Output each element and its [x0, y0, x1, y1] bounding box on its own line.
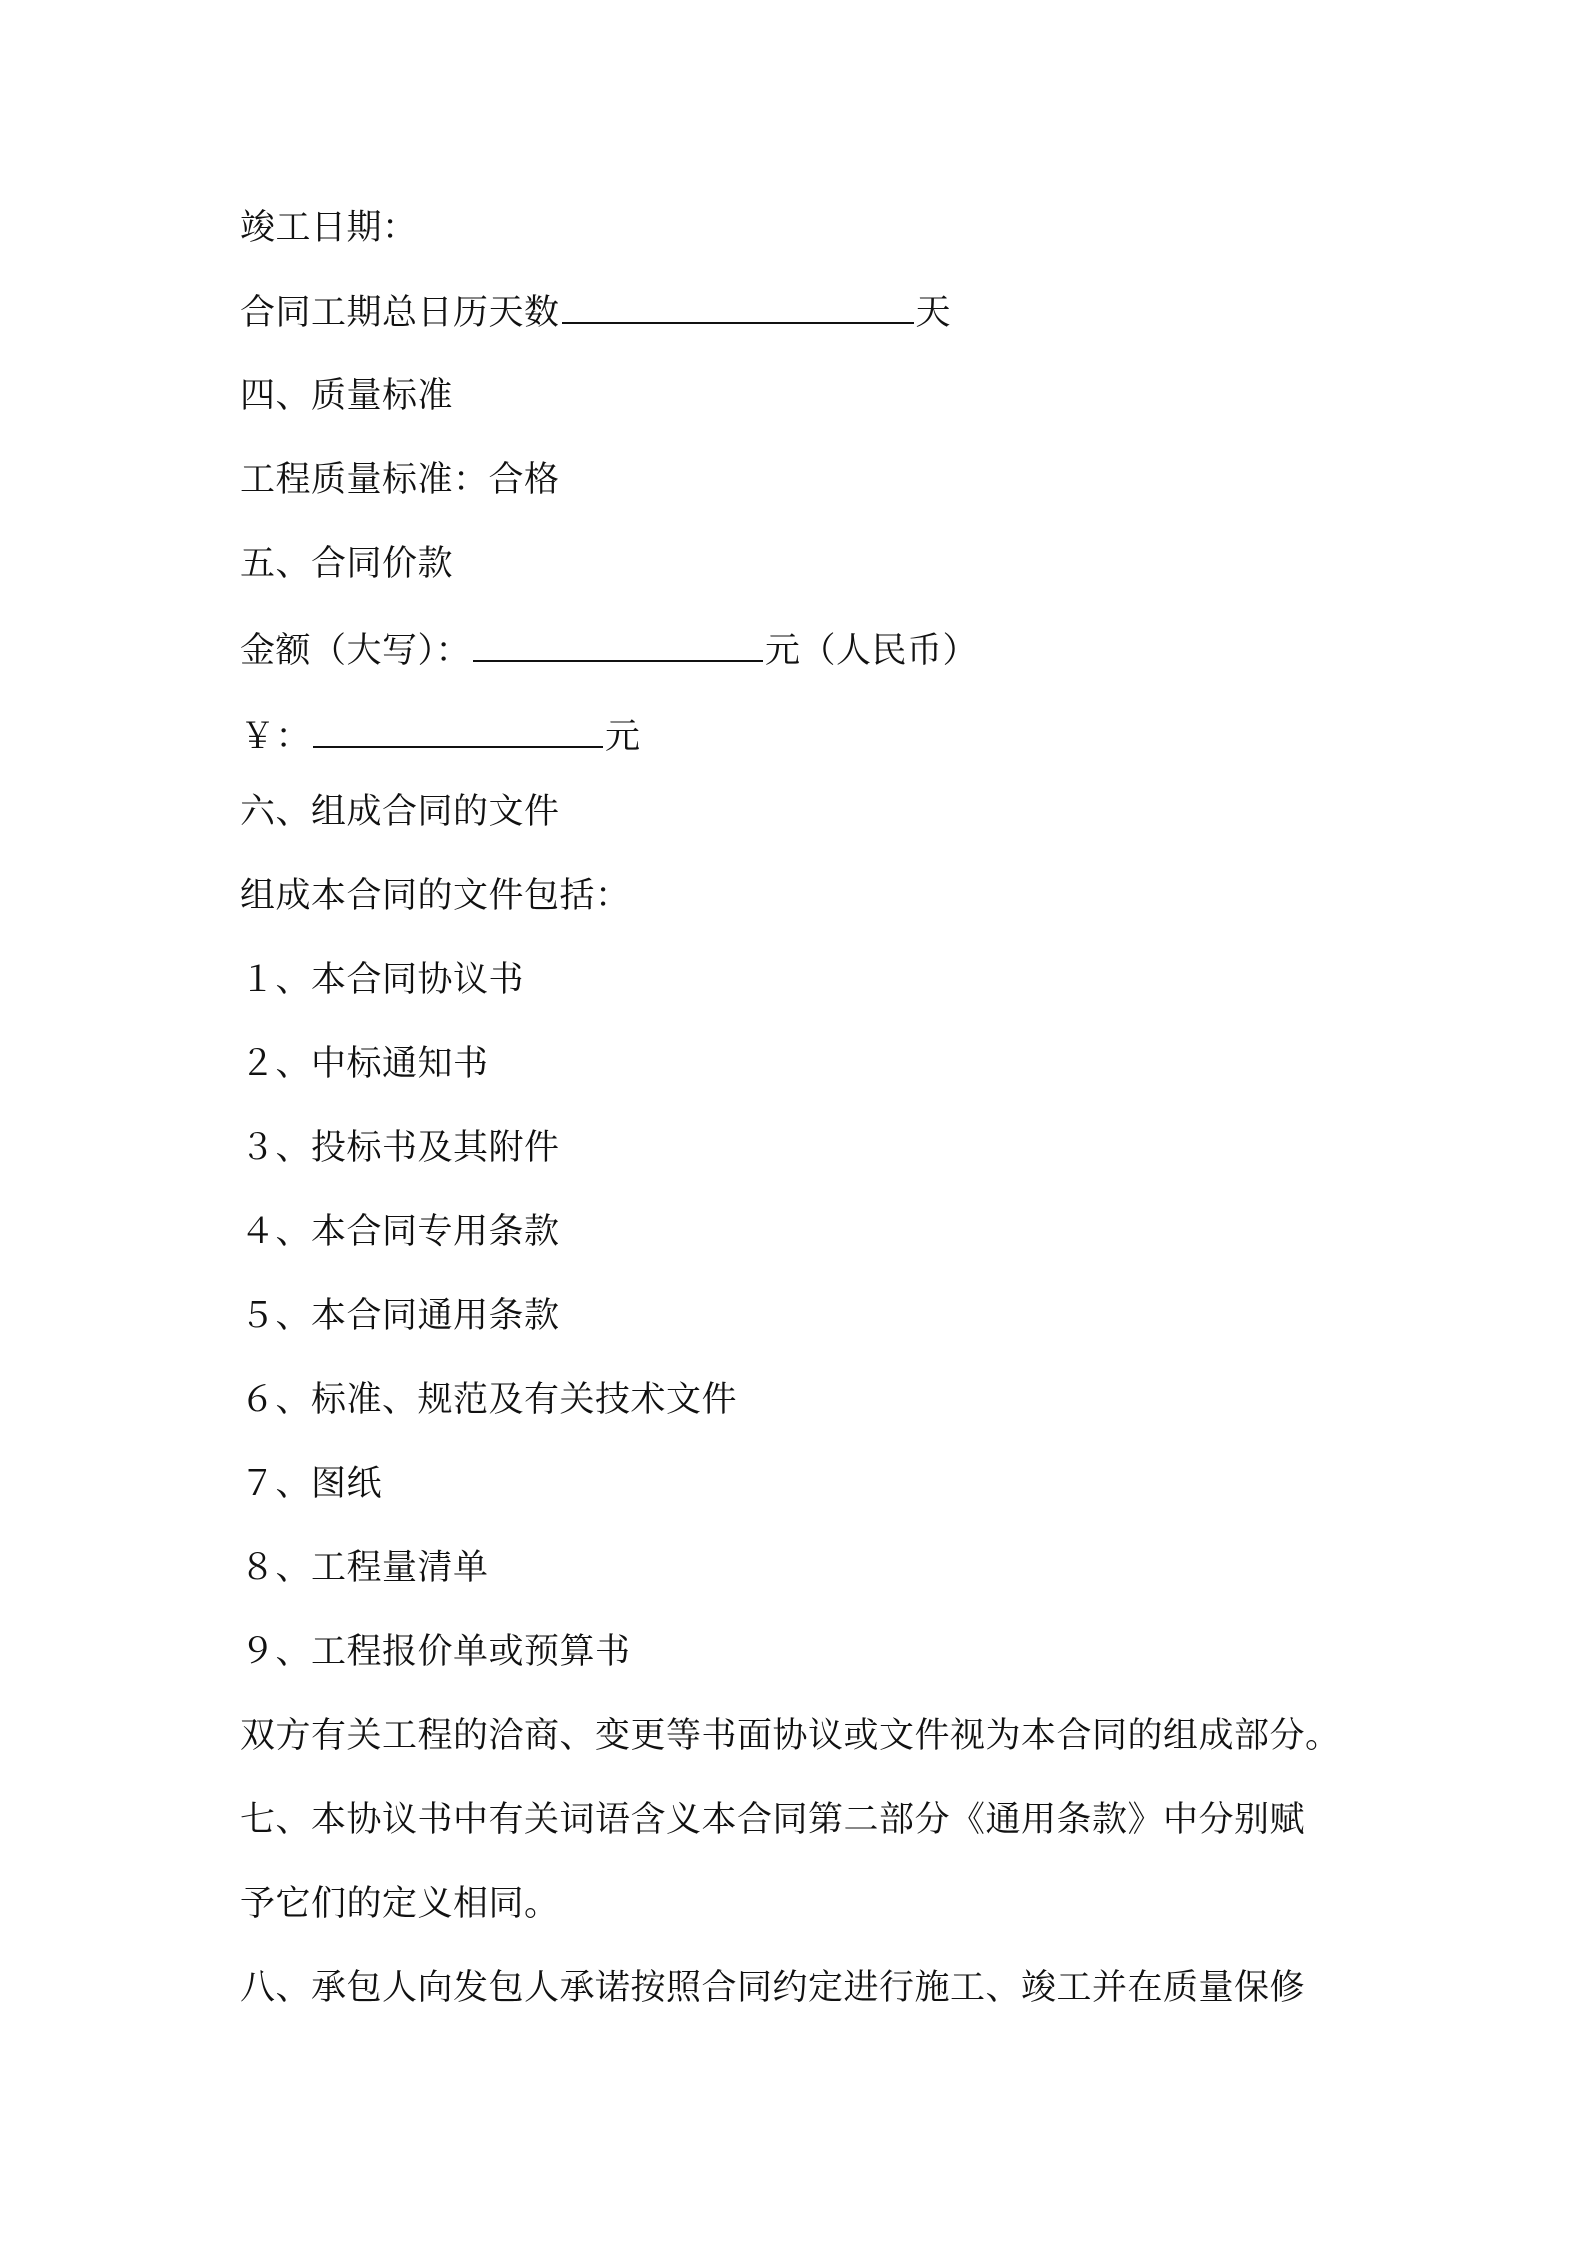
amount-words-label: 金额（大写）： — [240, 631, 472, 671]
list-item: ６、标准、规范及有关技术文件 — [240, 1380, 738, 1420]
list-item: ３、投标书及其附件 — [240, 1128, 560, 1168]
list-item: ９、工程报价单或预算书 — [240, 1632, 631, 1672]
list-item: ７、图纸 — [240, 1464, 383, 1504]
documents-intro-line: 组成本合同的文件包括： — [240, 876, 631, 916]
list-item: ５、本合同通用条款 — [240, 1296, 560, 1336]
contract-duration-blank — [562, 290, 914, 324]
list-item: ４、本合同专用条款 — [240, 1212, 560, 1252]
section-quality-heading: 四、质量标准 — [240, 376, 454, 416]
section-documents-heading: 六、组成合同的文件 — [240, 792, 560, 832]
negotiation-clause-line: 双方有关工程的洽商、变更等书面协议或文件视为本合同的组成部分。 — [240, 1716, 1341, 1756]
section-definitions-line: 七、本协议书中有关词语含义本合同第二部分《通用条款》中分别赋 — [240, 1800, 1306, 1840]
section-commitment-line: 八、承包人向发包人承诺按照合同约定进行施工、竣工并在质量保修 — [240, 1968, 1306, 2008]
amount-words-unit: 元（人民币） — [765, 631, 979, 671]
amount-words-blank — [473, 628, 763, 662]
section-price-heading: 五、合同价款 — [240, 544, 454, 584]
contract-duration-unit: 天 — [915, 293, 952, 333]
amount-figures-blank — [313, 714, 603, 748]
list-item: １、本合同协议书 — [240, 960, 525, 1000]
amount-words-line — [240, 628, 978, 673]
list-item: ２、中标通知书 — [240, 1044, 489, 1084]
contract-duration-line — [240, 290, 951, 335]
amount-figures-unit: 元 — [605, 717, 641, 757]
contract-duration-label: 合同工期总日历天数 — [240, 293, 560, 333]
amount-figures-line — [240, 714, 641, 759]
list-item: ８、工程量清单 — [240, 1548, 489, 1588]
amount-figures-label: ￥： — [240, 717, 312, 757]
completion-date-line: 竣工日期： — [240, 208, 418, 248]
definitions-continuation-line: 予它们的定义相同。 — [240, 1884, 560, 1924]
quality-standard-line: 工程质量标准：合格 — [240, 460, 560, 500]
